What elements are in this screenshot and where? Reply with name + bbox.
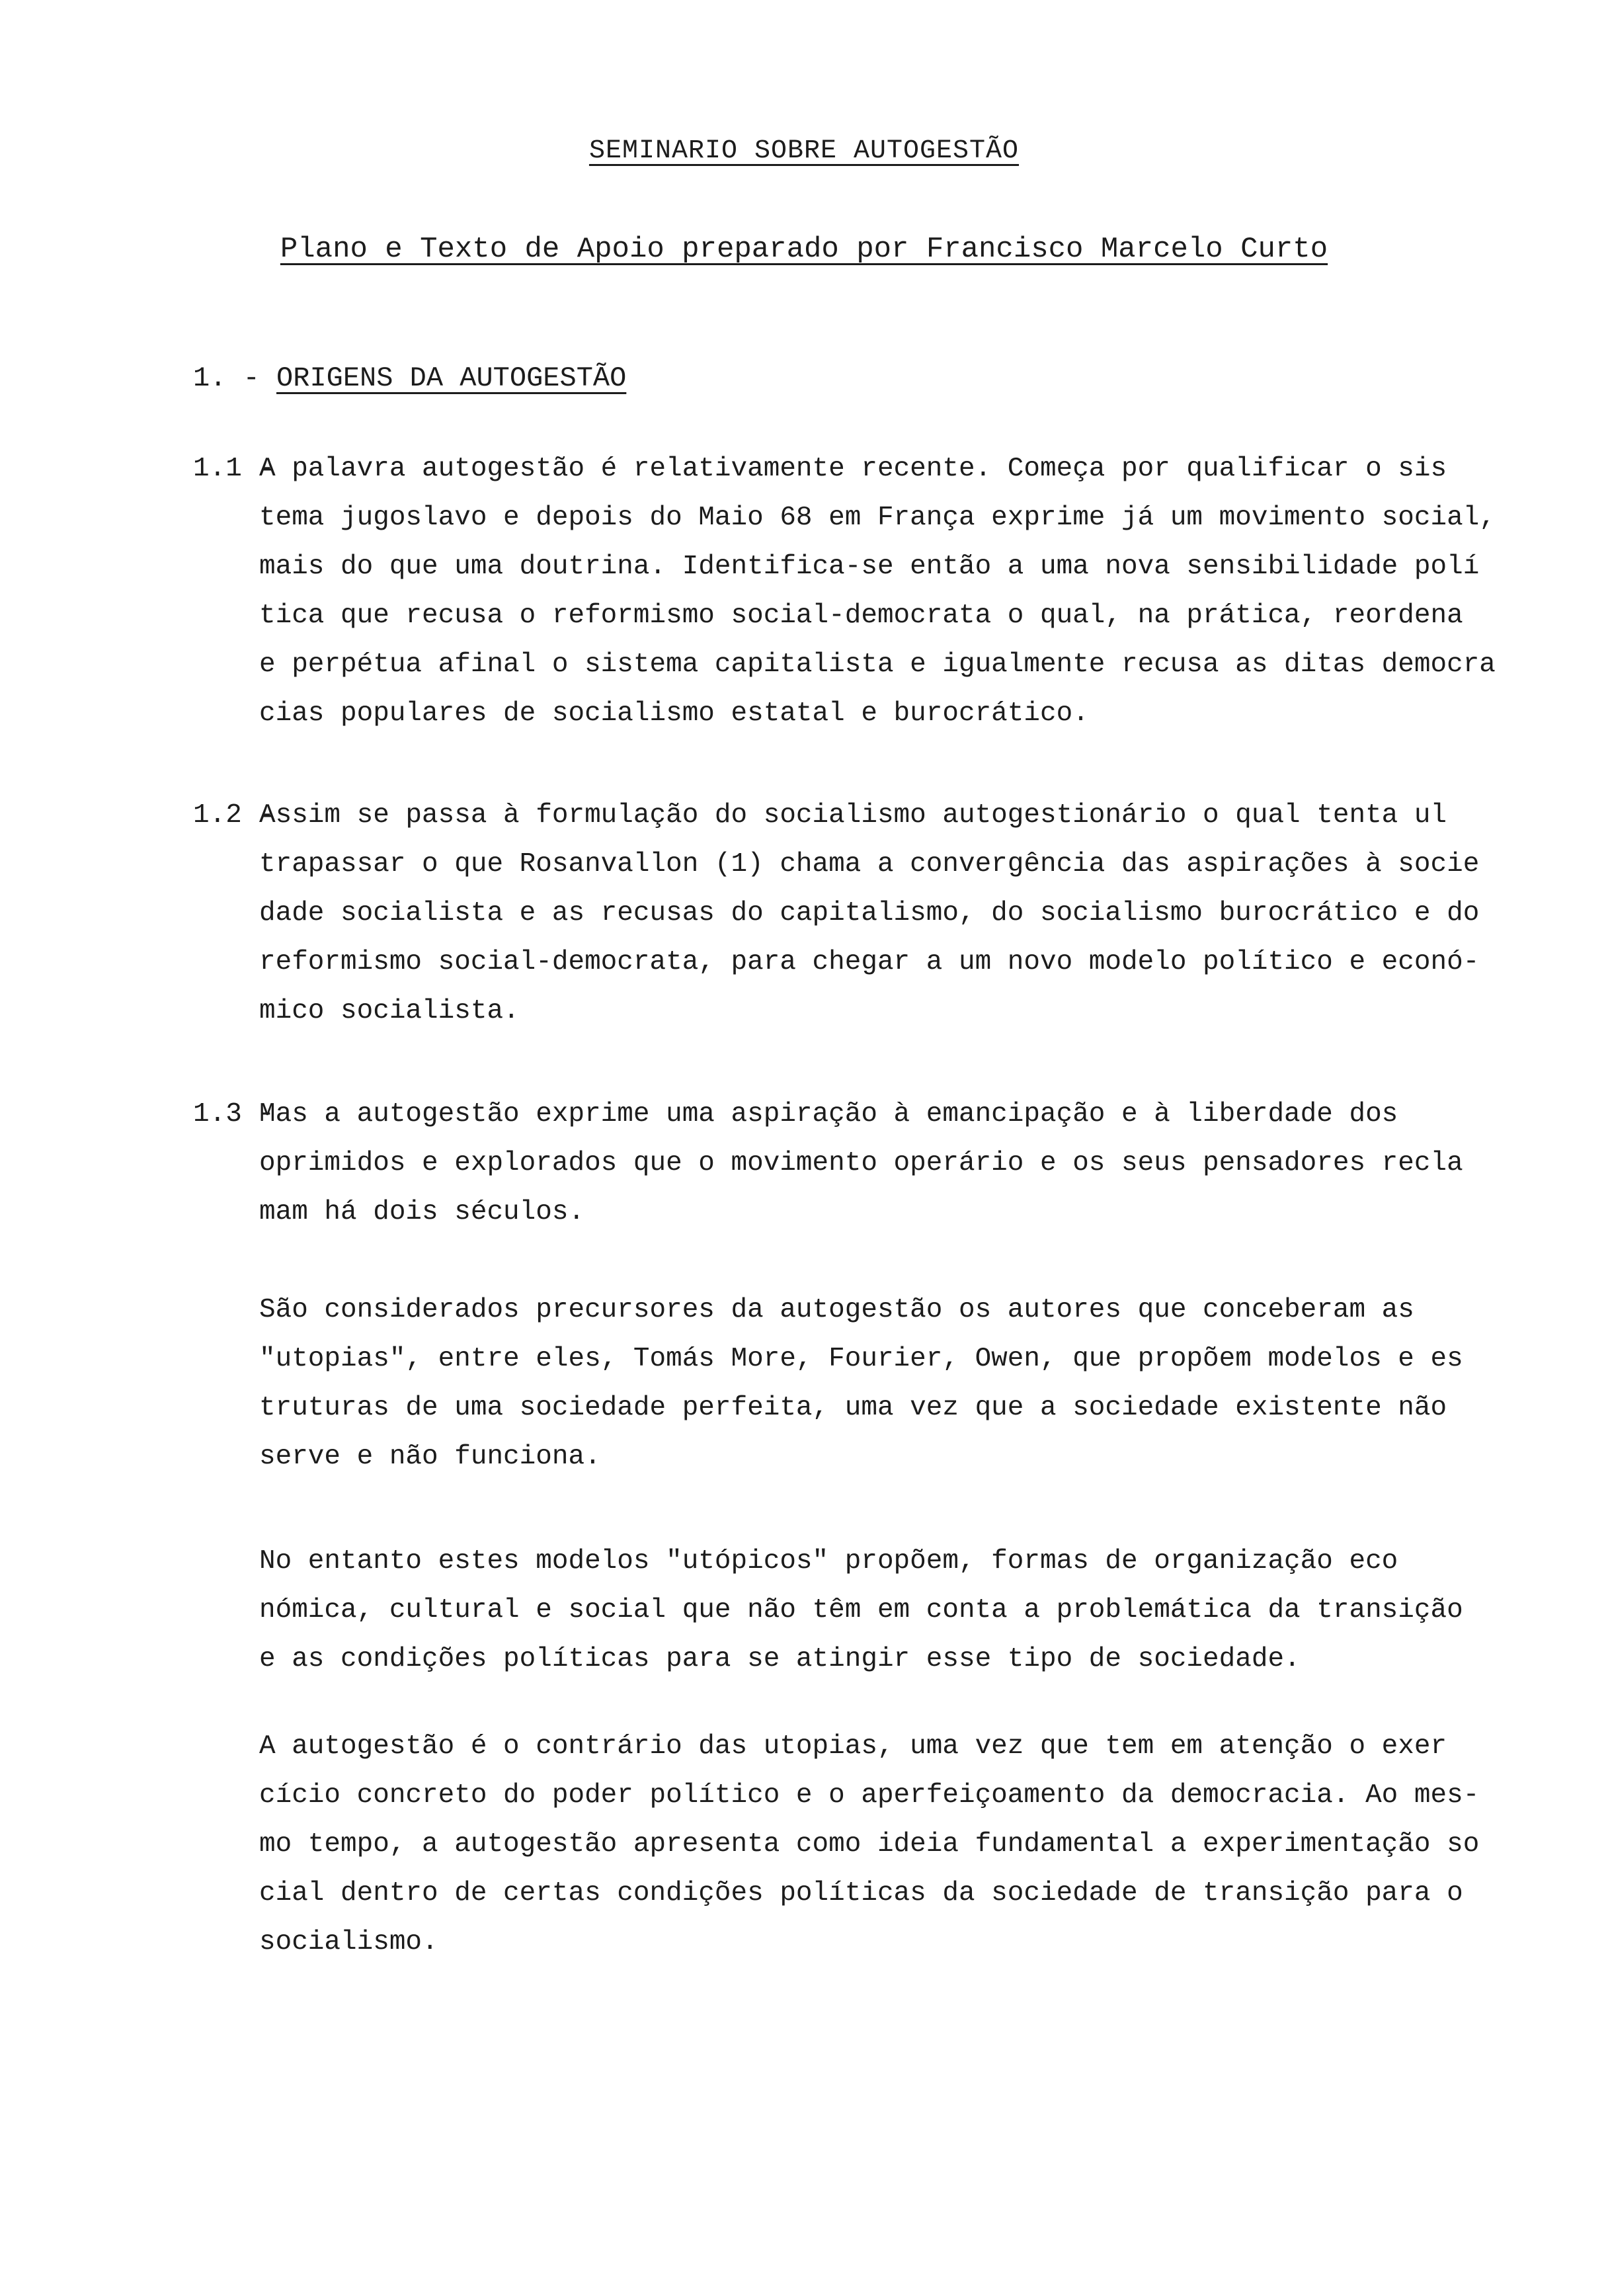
section-line: reformismo social-democrata, para chegar a um novo modelo político e econó- <box>259 947 1480 977</box>
paragraph-line: nómica, cultural e social que não têm em conta a problemática da transição <box>259 1595 1463 1625</box>
section-heading-number: 1. - <box>193 362 277 394</box>
section-line: mam há dois séculos. <box>259 1197 585 1227</box>
section-text: Assim se passa à formulação do socialismo autogestionário o qual tenta ul <box>259 800 1447 831</box>
paragraph-line: cial dentro de certas condições políticas da sociedade de transição para o <box>259 1878 1463 1908</box>
section-heading <box>193 362 626 394</box>
section-line: e perpétua afinal o sistema capitalista e igualmente recusa as ditas democra <box>259 649 1496 680</box>
section-line: tema jugoslavo e depois do Maio 68 em França exprime já um movimento social, <box>259 503 1496 533</box>
section-line: tica que recusa o reformismo social-democrata o qual, na prática, reordena <box>259 600 1463 631</box>
section-line: cias populares de socialismo estatal e burocrático. <box>259 698 1089 729</box>
section-number: 1.2 - <box>193 800 275 831</box>
paragraph-line: socialismo. <box>259 1927 438 1957</box>
section-1-3 <box>193 1090 1463 1237</box>
section-line: oprimidos e explorados que o movimento operário e os seus pensadores recla <box>259 1148 1463 1178</box>
document-subtitle: Plano e Texto de Apoio preparado por Francisco Marcelo Curto <box>280 233 1328 266</box>
paragraph-line: São considerados precursores da autogestão os autores que conceberam as <box>259 1295 1414 1325</box>
section-line <box>193 444 1496 493</box>
section-line: dade socialista e as recusas do capitalismo, do socialismo burocrático e do <box>259 898 1480 928</box>
section-text: Mas a autogestão exprime uma aspiração à emancipação e à liberdade dos <box>259 1099 1398 1129</box>
paragraph-line: cício concreto do poder político e o aperfeiçoamento da democracia. Ao mes- <box>259 1780 1480 1811</box>
section-number: 1.3 - <box>193 1099 275 1129</box>
section-1-2 <box>193 791 1479 1036</box>
section-line: mais do que uma doutrina. Identifica-se então a uma nova sensibilidade polí <box>259 552 1480 582</box>
paragraph-line: mo tempo, a autogestão apresenta como ideia fundamental a experimentação so <box>259 1829 1480 1860</box>
section-line: mico socialista. <box>259 996 520 1026</box>
paragraph-precursors <box>259 1286 1463 1481</box>
paragraph-line: e as condições políticas para se atingir esse tipo de sociedade. <box>259 1644 1301 1674</box>
section-text: A palavra autogestão é relativamente recente. Começa por qualificar o sis <box>259 454 1447 484</box>
paragraph-line: A autogestão é o contrário das utopias, uma vez que tem em atenção o exer <box>259 1731 1447 1762</box>
paragraph-line: No entanto estes modelos "utópicos" propõem, formas de organização eco <box>259 1546 1398 1577</box>
paragraph-line: truturas de uma sociedade perfeita, uma vez que a sociedade existente não <box>259 1393 1447 1423</box>
section-number: 1.1 - <box>193 454 275 484</box>
section-line: trapassar o que Rosanvallon (1) chama a convergência das aspirações à socie <box>259 849 1480 880</box>
paragraph-line: serve e não funciona. <box>259 1442 601 1472</box>
section-1-1 <box>193 444 1496 738</box>
section-line <box>193 791 1479 840</box>
paragraph-utopian-models <box>259 1537 1463 1684</box>
document-title: SEMINARIO SOBRE AUTOGESTÃO <box>588 136 1020 166</box>
paragraph-autogestion-contrast <box>259 1722 1479 1967</box>
section-heading-label: ORIGENS DA AUTOGESTÃO <box>276 362 627 394</box>
paragraph-line: "utopias", entre eles, Tomás More, Fourier, Owen, que propõem modelos e es <box>259 1344 1463 1374</box>
section-line <box>193 1090 1463 1139</box>
